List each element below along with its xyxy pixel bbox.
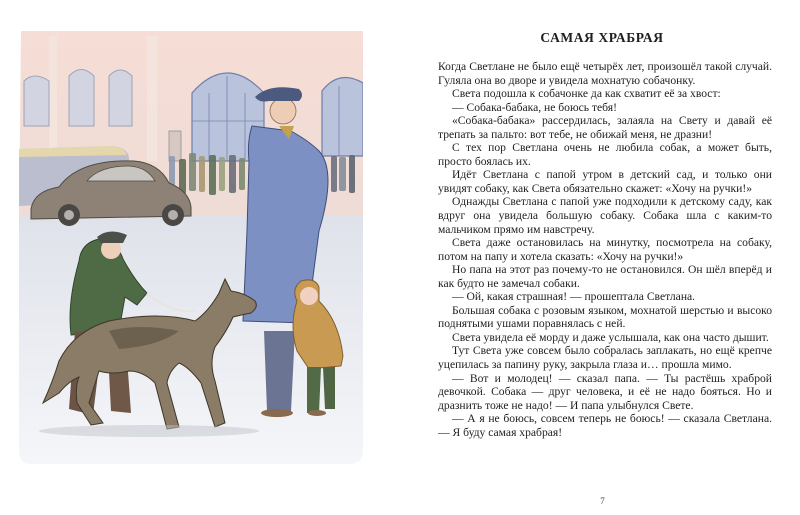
paragraph: — Вот и молодец! — сказал папа. — Ты растёшь храброй девочкой. Собака — друг человека, и её не надо бояться. Но и дразнить тоже не надо! — И папа улыбнулся Свете. <box>438 371 772 412</box>
page-number: 7 <box>600 496 605 506</box>
paragraph: Света увидела её морду и даже услышала, как она часто дышит. <box>452 330 769 344</box>
paragraph: — Собака-бабака, не боюсь тебя! <box>452 100 617 114</box>
story-text <box>438 60 772 439</box>
paragraph: «Собака-бабака» рассердилась, залаяла на Свету и давай её трепать за пальто: вот тебе, не обижай меня, не дразни! <box>438 114 772 141</box>
paragraph: — А я не боюсь, совсем теперь не боюсь! — сказала Светлана. — Я буду самая храбрая! <box>438 412 772 439</box>
paragraph: Света даже остановилась на минутку, посмотрела на собаку, потом на папу и хотела сказать: «Хочу на ручки!» <box>438 236 772 263</box>
right-page <box>400 0 800 515</box>
paragraph: Большая собака с розовым языком, мохнатой шерстью и высоко поднятыми ушами поравнялась с ней. <box>438 303 772 331</box>
paragraph: Света подошла к собачонке да как схватит её за хвост: <box>452 87 721 101</box>
illustration <box>19 31 363 464</box>
paragraph: Когда Светлане не было ещё четырёх лет, произошёл такой случай. Гуляла она во дворе и увидела мохнатую собачонку. <box>438 60 772 87</box>
paragraph: Тут Света уже совсем было собралась заплакать, но ещё крепче уцепилась за папину руку, закрыла глаза и… прошла мимо. <box>438 344 772 372</box>
paragraph: С тех пор Светлана очень не любила собак, а может быть, просто боялась их. <box>438 141 772 168</box>
paragraph: Однажды Светлана с папой уже подходили к детскому саду, как вдруг она увидела большую собаку. Собака шла с каким-то мальчиком прямо им навстречу. <box>438 195 772 236</box>
paragraph: Но папа на этот раз почему-то не остановился. Он шёл вперёд и как будто не замечал собаки. <box>438 263 772 290</box>
chapter-title: САМАЯ ХРАБРАЯ <box>540 30 664 45</box>
paragraph: — Ой, какая страшная! — прошептала Светлана. <box>452 290 696 304</box>
paragraph: Идёт Светлана с папой утром в детский сад, и только они увидят собаку, как Света обязательно скажет: «Хочу на ручки!» <box>438 168 772 195</box>
